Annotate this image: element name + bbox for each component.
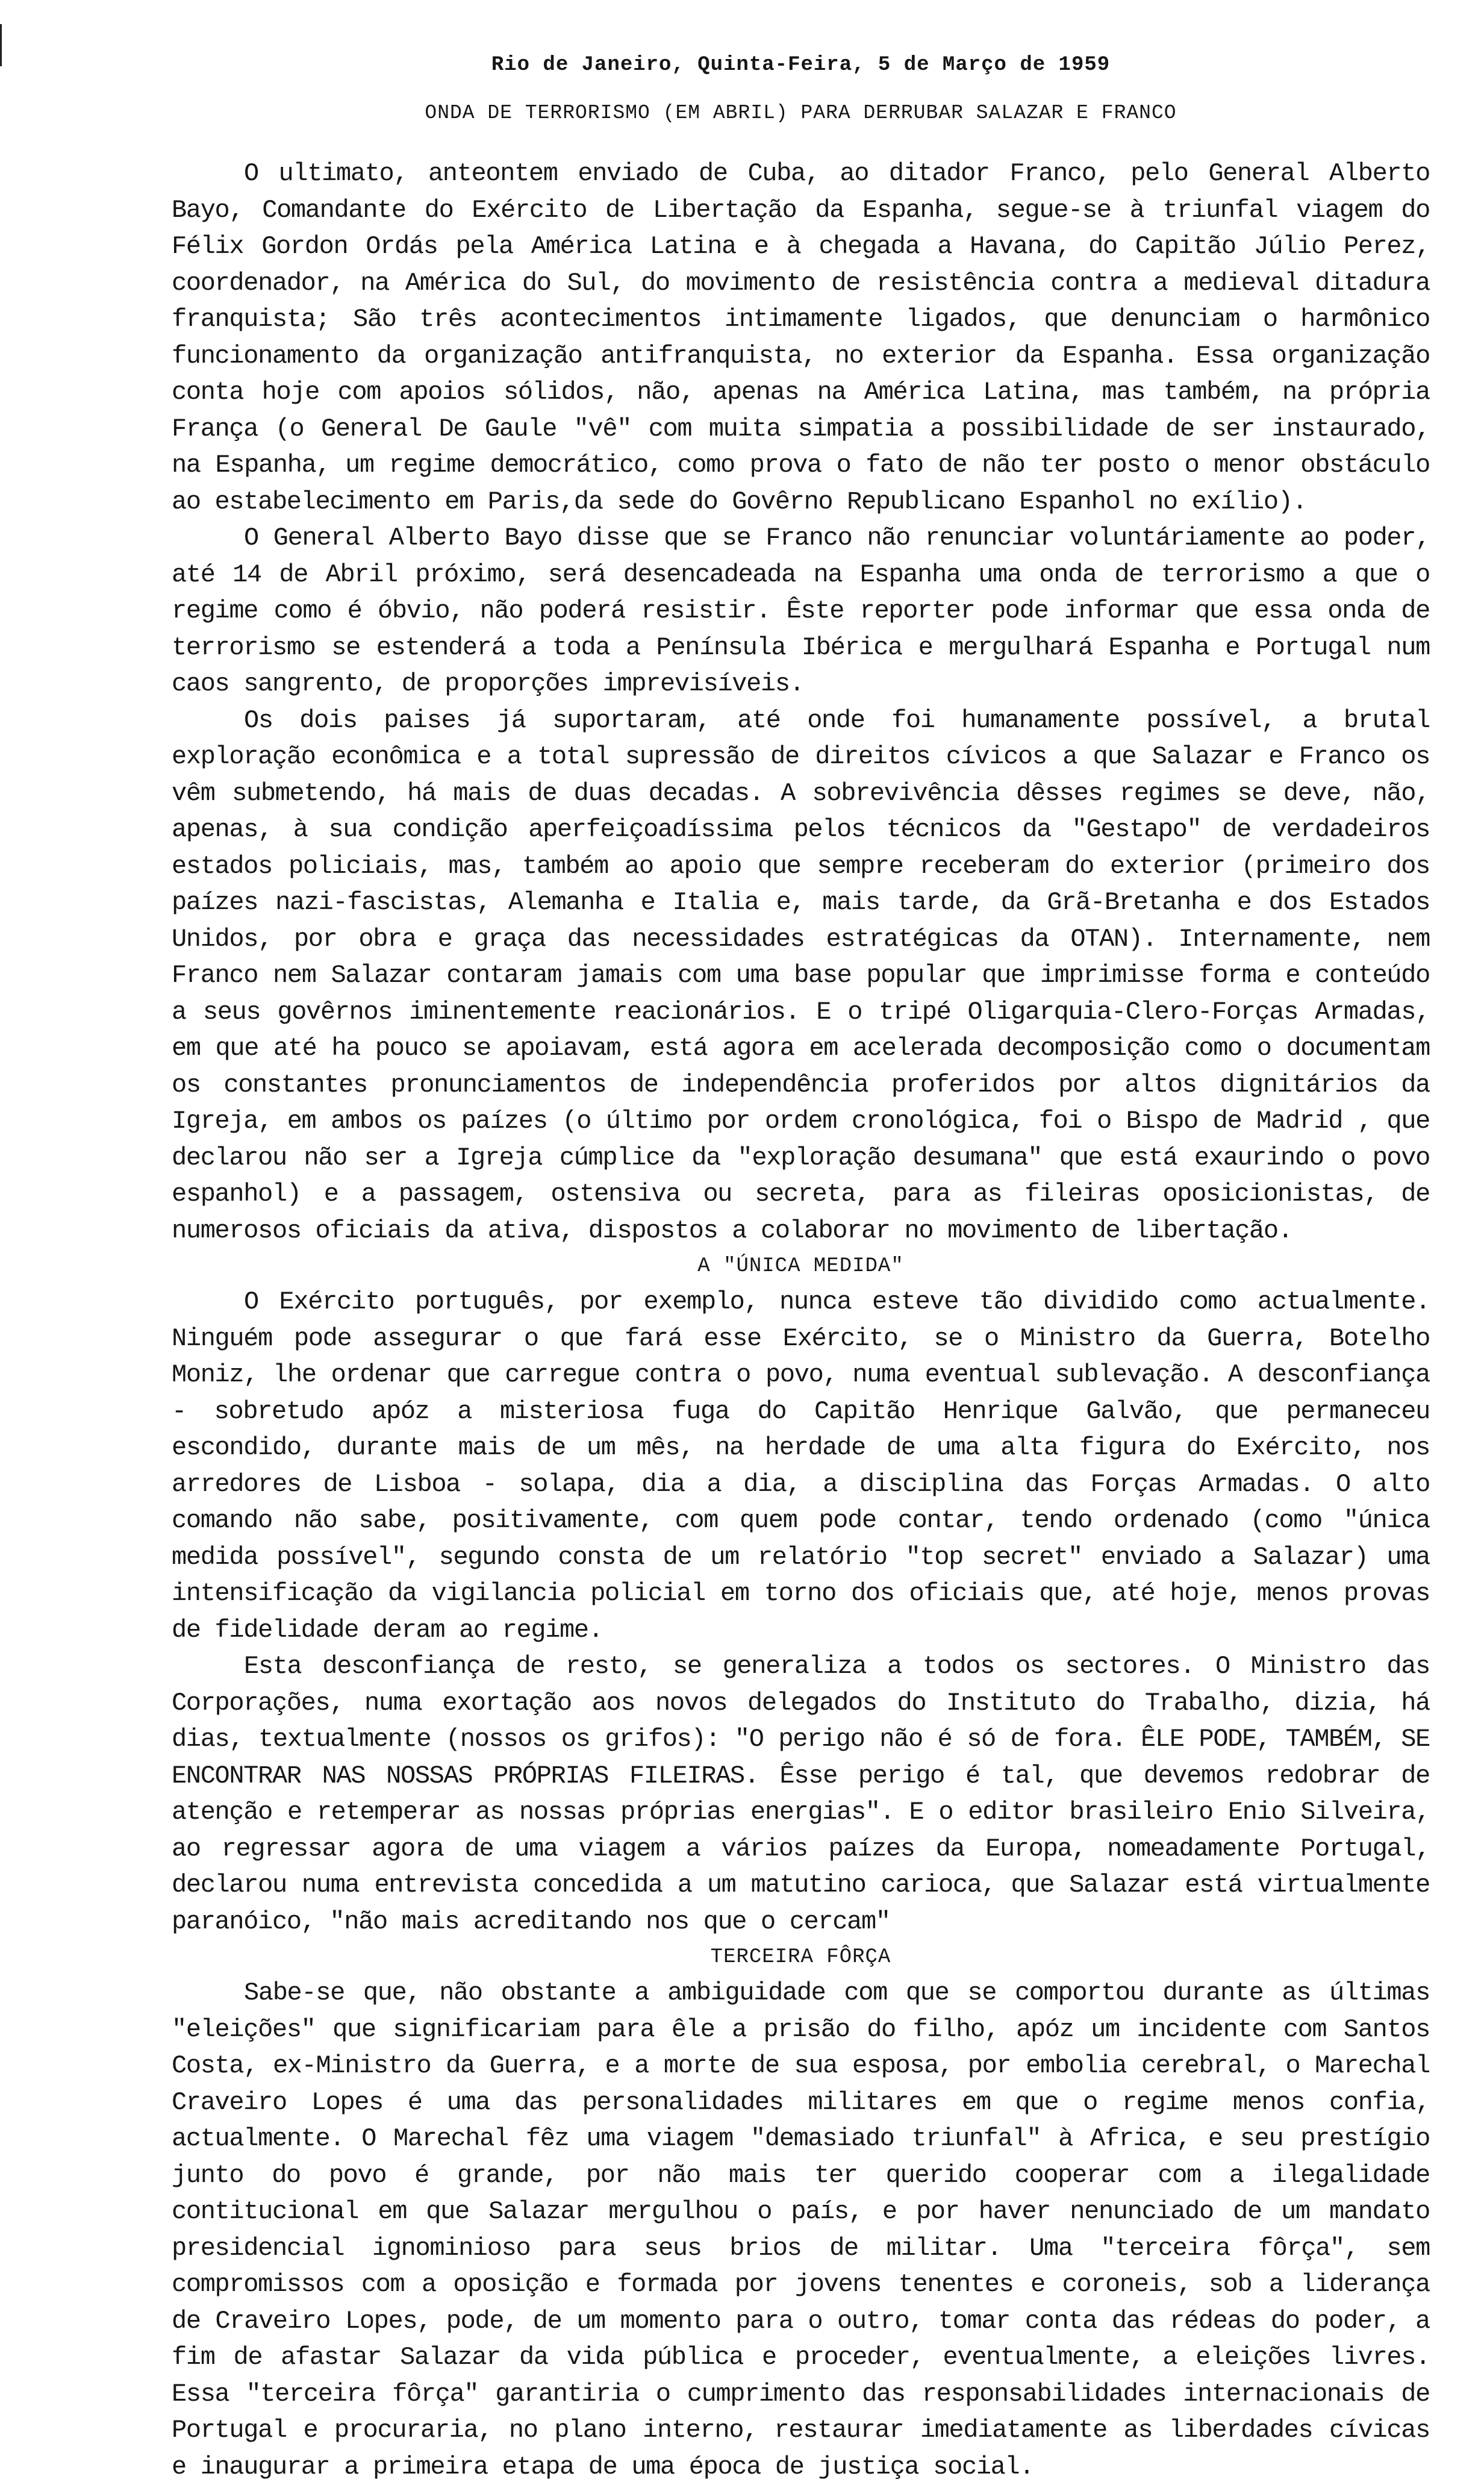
margin-mark	[0, 24, 2, 66]
paragraph: O ultimato, anteontem enviado de Cuba, ao ditador Franco, pelo General Alberto Bayo, Comandante do Exército de Libertação da Espanha, segue-se à triunfal viagem do Félix Gordon Ordás pela América Latina e à chegada a Havana, do Capitão Júlio Perez, coordenador, na América do Sul, do movimento de resistência contra a medieval ditadura franquista; São três acontecimentos intimamente ligados, que denunciam o harmônico funcionamento da organização antifranquista, no exterior da Espanha. Essa organização conta hoje com apoios sólidos, não, apenas na América Latina, mas também, na própria França (o General De Gaule "vê" com muita simpatia a possibilidade de ser instaurado, na Espanha, um regime democrático, como prova o fato de não ter posto o menor obstáculo ao estabelecimento em Paris,da sede do Govêrno Republicano Espanhol no exílio).	[172, 159, 1430, 516]
paragraph: O General Alberto Bayo disse que se Franco não renunciar voluntáriamente ao poder, até 14 de Abril próximo, será desencadeada na Espanha uma onda de terrorismo a que o regime como é óbvio, não poderá resistir. Êste reporter pode informar que essa onda de terrorismo se estenderá a toda a Península Ibérica e mergulhará Espanha e Portugal num caos sangrento, de proporções imprevisíveis.	[172, 524, 1430, 698]
section-heading-terceira-forca: TERCEIRA FÔRÇA	[710, 1946, 891, 1969]
dateline: Rio de Janeiro, Quinta-Feira, 5 de Março de 1959	[491, 54, 1111, 77]
paragraph: Os dois paises já suportaram, até onde foi humanamente possível, a brutal exploração econômica e a total supressão de direitos cívicos a que Salazar e Franco os vêm submetendo, há mais de duas decadas. A sobrevivência dêsses regimes se deve, não, apenas, à sua condição aperfeiçoadíssima pelos técnicos da "Gestapo" de verdadeiros estados policiais, mas, também ao apoio que sempre receberam do exterior (primeiro dos paízes nazi-fascistas, Alemanha e Italia e, mais tarde, da Grã-Bretanha e dos Estados Unidos, por obra e graça das necessidades estratégicas da OTAN). Internamente, nem Franco nem Salazar contaram jamais com uma base popular que imprimisse forma e conteúdo a seus govêrnos iminentemente reacionários. E o tripé Oligarquia-Clero-Forças Armadas, em que até ha pouco se apoiavam, está agora em acelerada decomposição como o documentam os constantes pronunciamentos de independência proferidos por altos dignitários da Igreja, em ambos os paízes (o último por ordem cronológica, foi o Bispo de Madrid , que declarou não ser a Igreja cúmplice da "exploração desumana" que está exaurindo o povo espanhol) e a passagem, ostensiva ou secreta, para as fileiras oposicionistas, de numerosos oficiais da ativa, dispostos a colaborar no movimento de libertação.	[172, 705, 1430, 1245]
section-heading-unica-medida: A "ÚNICA MEDIDA"	[697, 1255, 904, 1278]
paragraph: Sabe-se que, não obstante a ambiguidade com que se comportou durante as últimas "eleições" que significariam para êle a prisão do filho, apóz um incidente com Santos Costa, ex-Ministro da Guerra, e a morte de sua esposa, por embolia cerebral, o Marechal Craveiro Lopes é uma das personalidades militares em que o regime menos confia, actualmente. O Marechal fêz uma viagem "demasiado triunfal" à Africa, e seu prestígio junto do povo é grande, por não mais ter querido cooperar com a ilegalidade contitucional em que Salazar mergulhou o país, e por haver nenunciado de um mandato presidencial ignominioso para seus brios de militar. Uma "terceira fôrça", sem compromissos com a oposição e formada por jovens tenentes e coroneis, sob a liderança de Craveiro Lopes, pode, de um momento para o outro, tomar conta das rédeas do poder, a fim de afastar Salazar da vida pública e proceder, eventualmente, a eleições livres. Essa "terceira fôrça" garantiria o cumprimento das responsabilidades internacionais de Portugal e procuraria, no plano interno, restaurar imediatamente as liberdades cívicas e inaugurar a primeira etapa de uma época de justiça social.	[172, 1978, 1430, 2481]
paragraph: Esta desconfiança de resto, se generaliza a todos os sectores. O Ministro das Corporações, numa exortação aos novos delegados do Instituto do Trabalho, dizia, há dias, textualmente (nossos os grifos): "O perigo não é só de fora. ÊLE PODE, TAMBÉM, SE ENCONTRAR NAS NOSSAS PRÓPRIAS FILEIRAS. Êsse perigo é tal, que devemos redobrar de atenção e retemperar as nossas próprias energias". E o editor brasileiro Enio Silveira, ao regressar agora de uma viagem a vários paízes da Europa, nomeadamente Portugal, declarou numa entrevista concedida a um matutino carioca, que Salazar está virtualmente paranóico, "não mais acreditando nos que o cercam"	[172, 1652, 1430, 1936]
headline: ONDA DE TERRORISMO (EM ABRIL) PARA DERRUBAR SALAZAR E FRANCO	[425, 102, 1177, 124]
paragraph: O Exército português, por exemplo, nunca esteve tão dividido como actualmente. Ninguém pode assegurar o que fará esse Exército, se o Ministro da Guerra, Botelho Moniz, lhe ordenar que carregue contra o povo, numa eventual sublevação. A desconfiança - sobretudo apóz a misteriosa fuga do Capitão Henrique Galvão, que permaneceu escondido, durante mais de um mês, na herdade de uma alta figura do Exército, nos arredores de Lisboa - solapa, dia a dia, a disciplina das Forças Armadas. O alto comando não sabe, positivamente, com quem pode contar, tendo ordenado (como "única medida possível", segundo consta de um relatório "top secret" enviado a Salazar) uma intensificação da vigilancia policial em torno dos oficiais que, até hoje, menos provas de fidelidade deram ao regime.	[172, 1287, 1430, 1645]
